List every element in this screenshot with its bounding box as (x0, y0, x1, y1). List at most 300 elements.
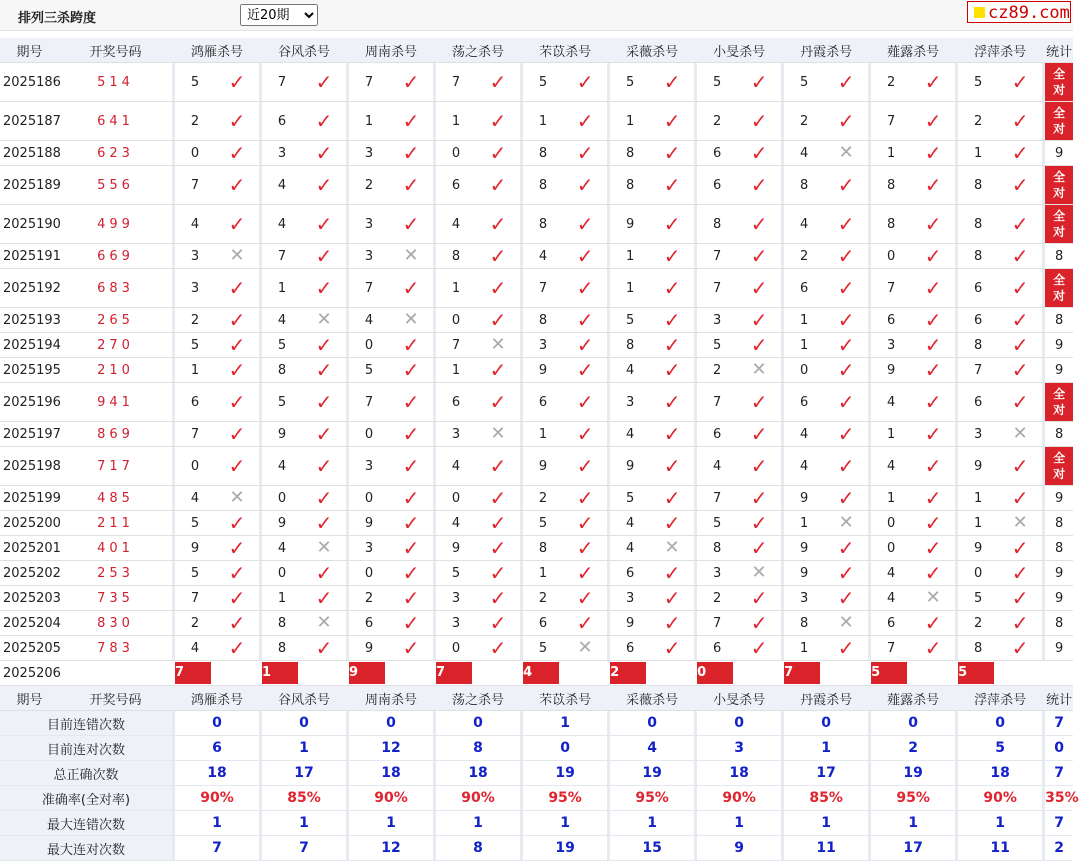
summary-value: 95% (523, 786, 607, 811)
hit-mark (302, 536, 346, 561)
kill-number: 6 (349, 611, 389, 636)
kill-number: 1 (958, 511, 998, 536)
empty-cell (824, 661, 868, 686)
stat-cell (1045, 422, 1073, 447)
check-icon: ✓ (750, 307, 768, 332)
hit-mark (998, 383, 1042, 422)
cross-icon: ✕ (1012, 423, 1028, 444)
header-expert: 小旻杀号 (697, 686, 781, 711)
kill-number: 8 (958, 244, 998, 269)
kill-number: 7 (871, 269, 911, 308)
hit-mark (476, 636, 520, 661)
draw-number: 669 (59, 244, 172, 269)
kill-number: 2 (175, 102, 215, 141)
hit-mark (302, 561, 346, 586)
kill-number: 3 (697, 561, 737, 586)
cross-icon: ✕ (838, 142, 854, 163)
kill-number: 0 (349, 486, 389, 511)
kill-number: 9 (262, 511, 302, 536)
issue-number: 2025190 (0, 205, 59, 244)
check-icon: ✓ (228, 535, 246, 560)
check-icon: ✓ (663, 585, 681, 610)
check-icon: ✓ (228, 357, 246, 382)
hit-mark (302, 511, 346, 536)
summary-value: 4 (610, 736, 694, 761)
check-icon: ✓ (315, 453, 333, 478)
check-icon: ✓ (315, 357, 333, 382)
kill-number: 1 (262, 269, 302, 308)
header-expert: 薤露杀号 (871, 686, 955, 711)
kill-number: 9 (610, 205, 650, 244)
kill-number: 3 (436, 611, 476, 636)
check-icon: ✓ (228, 421, 246, 446)
summary-value: 0 (262, 711, 346, 736)
check-icon: ✓ (489, 307, 507, 332)
kill-number: 6 (697, 636, 737, 661)
kill-number: 3 (349, 141, 389, 166)
kill-number: 4 (871, 383, 911, 422)
kill-number: 6 (784, 269, 824, 308)
current-issue-row (0, 661, 1073, 686)
empty-cell (911, 661, 955, 686)
hit-mark (824, 308, 868, 333)
check-icon: ✓ (924, 275, 942, 300)
kill-number: 3 (958, 422, 998, 447)
summary-value: 1 (871, 811, 955, 836)
hit-mark (737, 611, 781, 636)
stat-cell (1045, 383, 1073, 422)
kill-number: 0 (262, 486, 302, 511)
check-icon: ✓ (663, 560, 681, 585)
kill-number: 3 (175, 269, 215, 308)
hit-mark (476, 447, 520, 486)
check-icon: ✓ (837, 485, 855, 510)
kill-number: 5 (262, 383, 302, 422)
check-icon: ✓ (924, 635, 942, 660)
check-icon: ✓ (228, 275, 246, 300)
hit-mark (911, 511, 955, 536)
check-icon: ✓ (924, 610, 942, 635)
current-kill-cell (784, 661, 824, 686)
stat-value: 8 (1055, 426, 1064, 442)
stat-cell (1045, 205, 1073, 244)
kill-number: 5 (262, 333, 302, 358)
hit-mark (998, 308, 1042, 333)
cross-icon: ✕ (838, 512, 854, 533)
current-kill-cell (958, 661, 998, 686)
empty-cell (215, 661, 259, 686)
check-icon: ✓ (1011, 585, 1029, 610)
check-icon: ✓ (924, 108, 942, 133)
empty-cell (650, 661, 694, 686)
header-expert: 荡之杀号 (436, 38, 520, 63)
kill-number: 4 (610, 422, 650, 447)
hit-mark (389, 63, 433, 102)
current-kill-cell (871, 661, 911, 686)
kill-number: 4 (871, 561, 911, 586)
summary-value: 0 (871, 711, 955, 736)
hit-mark (998, 269, 1042, 308)
hit-mark (215, 511, 259, 536)
summary-value: 95% (610, 786, 694, 811)
logo-square-icon (974, 7, 985, 18)
hit-mark (302, 422, 346, 447)
check-icon: ✓ (576, 243, 594, 268)
kill-number: 6 (175, 383, 215, 422)
header-row-bottom (0, 686, 1073, 711)
hit-mark (911, 536, 955, 561)
stat-cell (1045, 166, 1073, 205)
check-icon: ✓ (489, 389, 507, 414)
summary-value: 19 (523, 761, 607, 786)
stat-cell (1045, 141, 1073, 166)
hit-mark (215, 422, 259, 447)
hit-mark (302, 141, 346, 166)
draw-number: 499 (59, 205, 172, 244)
check-icon: ✓ (663, 485, 681, 510)
kill-number: 9 (523, 358, 563, 383)
kill-number: 2 (871, 63, 911, 102)
summary-value: 0 (349, 711, 433, 736)
summary-value: 18 (349, 761, 433, 786)
check-icon: ✓ (1011, 275, 1029, 300)
kill-number: 8 (523, 141, 563, 166)
hit-mark (737, 422, 781, 447)
hit-mark (563, 244, 607, 269)
check-icon: ✓ (663, 172, 681, 197)
kill-number: 2 (784, 244, 824, 269)
kill-number: 8 (523, 166, 563, 205)
check-icon: ✓ (750, 140, 768, 165)
table-row (0, 511, 1073, 536)
hit-mark (998, 102, 1042, 141)
stat-value: 9 (1055, 590, 1064, 606)
summary-value: 5 (958, 736, 1042, 761)
kill-number: 5 (697, 63, 737, 102)
table-row (0, 358, 1073, 383)
check-icon: ✓ (750, 453, 768, 478)
kill-number: 0 (175, 141, 215, 166)
check-icon: ✓ (837, 453, 855, 478)
kill-number: 7 (436, 333, 476, 358)
kill-number: 2 (697, 586, 737, 611)
header-expert: 周南杀号 (349, 38, 433, 63)
kill-number: 9 (784, 561, 824, 586)
summary-value: 0 (523, 736, 607, 761)
kill-number: 6 (871, 611, 911, 636)
hit-mark (302, 636, 346, 661)
stat-cell (1045, 308, 1073, 333)
hit-mark (389, 611, 433, 636)
hit-mark (650, 486, 694, 511)
summary-label: 最大连错次数 (0, 811, 172, 836)
kill-number: 0 (784, 358, 824, 383)
hit-mark (302, 358, 346, 383)
hit-mark (302, 244, 346, 269)
table-row (0, 244, 1073, 269)
kill-number: 0 (871, 244, 911, 269)
check-icon: ✓ (1011, 332, 1029, 357)
table-row (0, 308, 1073, 333)
check-icon: ✓ (750, 211, 768, 236)
check-icon: ✓ (663, 453, 681, 478)
hit-mark (998, 358, 1042, 383)
kill-number-table (0, 38, 1079, 861)
stat-cell (1045, 586, 1073, 611)
check-icon: ✓ (1011, 535, 1029, 560)
table-row (0, 205, 1073, 244)
kill-number: 8 (523, 536, 563, 561)
kill-number: 6 (697, 422, 737, 447)
summary-label: 目前连错次数 (0, 711, 172, 736)
kill-number: 9 (610, 447, 650, 486)
kill-number: 5 (784, 63, 824, 102)
hit-mark (476, 383, 520, 422)
empty-cell (1045, 661, 1073, 686)
hit-mark (998, 244, 1042, 269)
all-correct-badge: 全对 (1045, 102, 1073, 140)
check-icon: ✓ (837, 243, 855, 268)
kill-number: 0 (871, 511, 911, 536)
kill-number: 2 (175, 611, 215, 636)
check-icon: ✓ (402, 610, 420, 635)
header-expert: 芣苡杀号 (523, 38, 607, 63)
draw-number: 270 (59, 333, 172, 358)
summary-value: 1 (958, 811, 1042, 836)
hit-mark (737, 383, 781, 422)
check-icon: ✓ (1011, 635, 1029, 660)
hit-mark (389, 205, 433, 244)
check-icon: ✓ (1011, 307, 1029, 332)
hit-mark (389, 586, 433, 611)
kill-number: 6 (871, 308, 911, 333)
check-icon: ✓ (1011, 560, 1029, 585)
stat-value: 9 (1055, 337, 1064, 353)
empty-cell (563, 661, 607, 686)
hit-mark (389, 447, 433, 486)
hit-mark (215, 141, 259, 166)
hit-mark (737, 269, 781, 308)
kill-number: 1 (436, 358, 476, 383)
kill-number: 3 (349, 536, 389, 561)
hit-mark (476, 486, 520, 511)
hit-mark (824, 636, 868, 661)
hit-mark (911, 63, 955, 102)
page-title: 排列三杀跨度 (18, 11, 97, 26)
kill-number: 4 (262, 447, 302, 486)
check-icon: ✓ (315, 108, 333, 133)
hit-mark (737, 358, 781, 383)
check-icon: ✓ (576, 421, 594, 446)
hit-mark (650, 358, 694, 383)
kill-number: 7 (958, 358, 998, 383)
hit-mark (998, 536, 1042, 561)
hit-mark (563, 166, 607, 205)
hit-mark (302, 447, 346, 486)
draw-number: 556 (59, 166, 172, 205)
check-icon: ✓ (750, 332, 768, 357)
draw-number: 717 (59, 447, 172, 486)
kill-number: 4 (262, 308, 302, 333)
cross-icon: ✕ (1012, 512, 1028, 533)
current-kill-cell (349, 661, 389, 686)
check-icon: ✓ (315, 140, 333, 165)
stat-value: 8 (1055, 515, 1064, 531)
hit-mark (476, 536, 520, 561)
check-icon: ✓ (837, 108, 855, 133)
summary-value: 18 (175, 761, 259, 786)
kill-number: 1 (784, 333, 824, 358)
cross-icon: ✕ (316, 309, 332, 330)
summary-label: 总正确次数 (0, 761, 172, 786)
kill-number: 8 (871, 166, 911, 205)
hit-mark (389, 141, 433, 166)
check-icon: ✓ (924, 453, 942, 478)
header-expert: 采薇杀号 (610, 38, 694, 63)
table-row (0, 422, 1073, 447)
summary-value: 9 (697, 836, 781, 861)
summary-value: 1 (784, 811, 868, 836)
hit-mark (650, 636, 694, 661)
check-icon: ✓ (576, 307, 594, 332)
header-row (0, 38, 1073, 63)
kill-number: 3 (262, 141, 302, 166)
draw-number: 783 (59, 636, 172, 661)
summary-value: 90% (349, 786, 433, 811)
all-correct-badge: 全对 (1045, 63, 1073, 101)
summary-row (0, 761, 1073, 786)
check-icon: ✓ (924, 389, 942, 414)
table-row (0, 561, 1073, 586)
hit-mark (389, 166, 433, 205)
hit-mark (215, 486, 259, 511)
header-draw: 开奖号码 (59, 686, 172, 711)
check-icon: ✓ (402, 421, 420, 446)
check-icon: ✓ (315, 243, 333, 268)
hit-mark (476, 358, 520, 383)
hit-mark (215, 586, 259, 611)
current-kill-number: 5 (958, 662, 994, 684)
header-expert: 周南杀号 (349, 686, 433, 711)
kill-number: 8 (262, 611, 302, 636)
hit-mark (215, 447, 259, 486)
hit-mark (650, 536, 694, 561)
summary-value: 11 (784, 836, 868, 861)
stat-value: 8 (1055, 312, 1064, 328)
table-row (0, 269, 1073, 308)
cross-icon: ✕ (751, 562, 767, 583)
stat-value: 8 (1055, 540, 1064, 556)
current-kill-cell (523, 661, 563, 686)
stat-cell (1045, 447, 1073, 486)
summary-value: 90% (958, 786, 1042, 811)
check-icon: ✓ (228, 510, 246, 535)
hit-mark (650, 383, 694, 422)
kill-number: 4 (784, 422, 824, 447)
empty-cell (998, 661, 1042, 686)
check-icon: ✓ (402, 389, 420, 414)
check-icon: ✓ (315, 560, 333, 585)
hit-mark (650, 333, 694, 358)
check-icon: ✓ (228, 453, 246, 478)
kill-number: 7 (349, 383, 389, 422)
summary-value: 1 (523, 711, 607, 736)
hit-mark (998, 561, 1042, 586)
kill-number: 3 (610, 383, 650, 422)
hit-mark (824, 447, 868, 486)
check-icon: ✓ (576, 485, 594, 510)
kill-number: 7 (523, 269, 563, 308)
hit-mark (215, 611, 259, 636)
check-icon: ✓ (576, 172, 594, 197)
kill-number: 0 (349, 422, 389, 447)
period-select[interactable] (240, 4, 318, 26)
check-icon: ✓ (750, 610, 768, 635)
kill-number: 4 (784, 447, 824, 486)
all-correct-badge: 全对 (1045, 205, 1073, 243)
kill-number: 7 (175, 422, 215, 447)
hit-mark (824, 141, 868, 166)
hit-mark (998, 166, 1042, 205)
draw-number: 253 (59, 561, 172, 586)
issue-number: 2025193 (0, 308, 59, 333)
check-icon: ✓ (924, 535, 942, 560)
summary-stat: 0 (1045, 736, 1073, 761)
summary-value: 19 (871, 761, 955, 786)
check-icon: ✓ (924, 69, 942, 94)
kill-number: 8 (436, 244, 476, 269)
check-icon: ✓ (663, 243, 681, 268)
issue-number: 2025202 (0, 561, 59, 586)
kill-number: 1 (436, 269, 476, 308)
hit-mark (302, 102, 346, 141)
summary-value: 95% (871, 786, 955, 811)
check-icon: ✓ (1011, 211, 1029, 236)
kill-number: 1 (523, 102, 563, 141)
hit-mark (737, 63, 781, 102)
kill-number: 1 (784, 308, 824, 333)
cross-icon: ✕ (403, 245, 419, 266)
check-icon: ✓ (315, 275, 333, 300)
check-icon: ✓ (402, 108, 420, 133)
kill-number: 4 (175, 636, 215, 661)
kill-number: 1 (610, 102, 650, 141)
hit-mark (389, 102, 433, 141)
check-icon: ✓ (315, 510, 333, 535)
kill-number: 1 (784, 511, 824, 536)
summary-value: 1 (436, 811, 520, 836)
kill-number: 1 (871, 422, 911, 447)
check-icon: ✓ (402, 140, 420, 165)
check-icon: ✓ (576, 332, 594, 357)
issue-number: 2025194 (0, 333, 59, 358)
table-row (0, 536, 1073, 561)
hit-mark (215, 636, 259, 661)
current-kill-number: 7 (436, 662, 472, 684)
hit-mark (389, 422, 433, 447)
check-icon: ✓ (228, 585, 246, 610)
check-icon: ✓ (924, 421, 942, 446)
issue-number: 2025199 (0, 486, 59, 511)
hit-mark (650, 511, 694, 536)
hit-mark (389, 536, 433, 561)
stat-value: 9 (1055, 362, 1064, 378)
site-logo[interactable] (967, 1, 1071, 23)
kill-number: 4 (523, 244, 563, 269)
kill-number: 6 (610, 561, 650, 586)
check-icon: ✓ (402, 453, 420, 478)
hit-mark (824, 269, 868, 308)
